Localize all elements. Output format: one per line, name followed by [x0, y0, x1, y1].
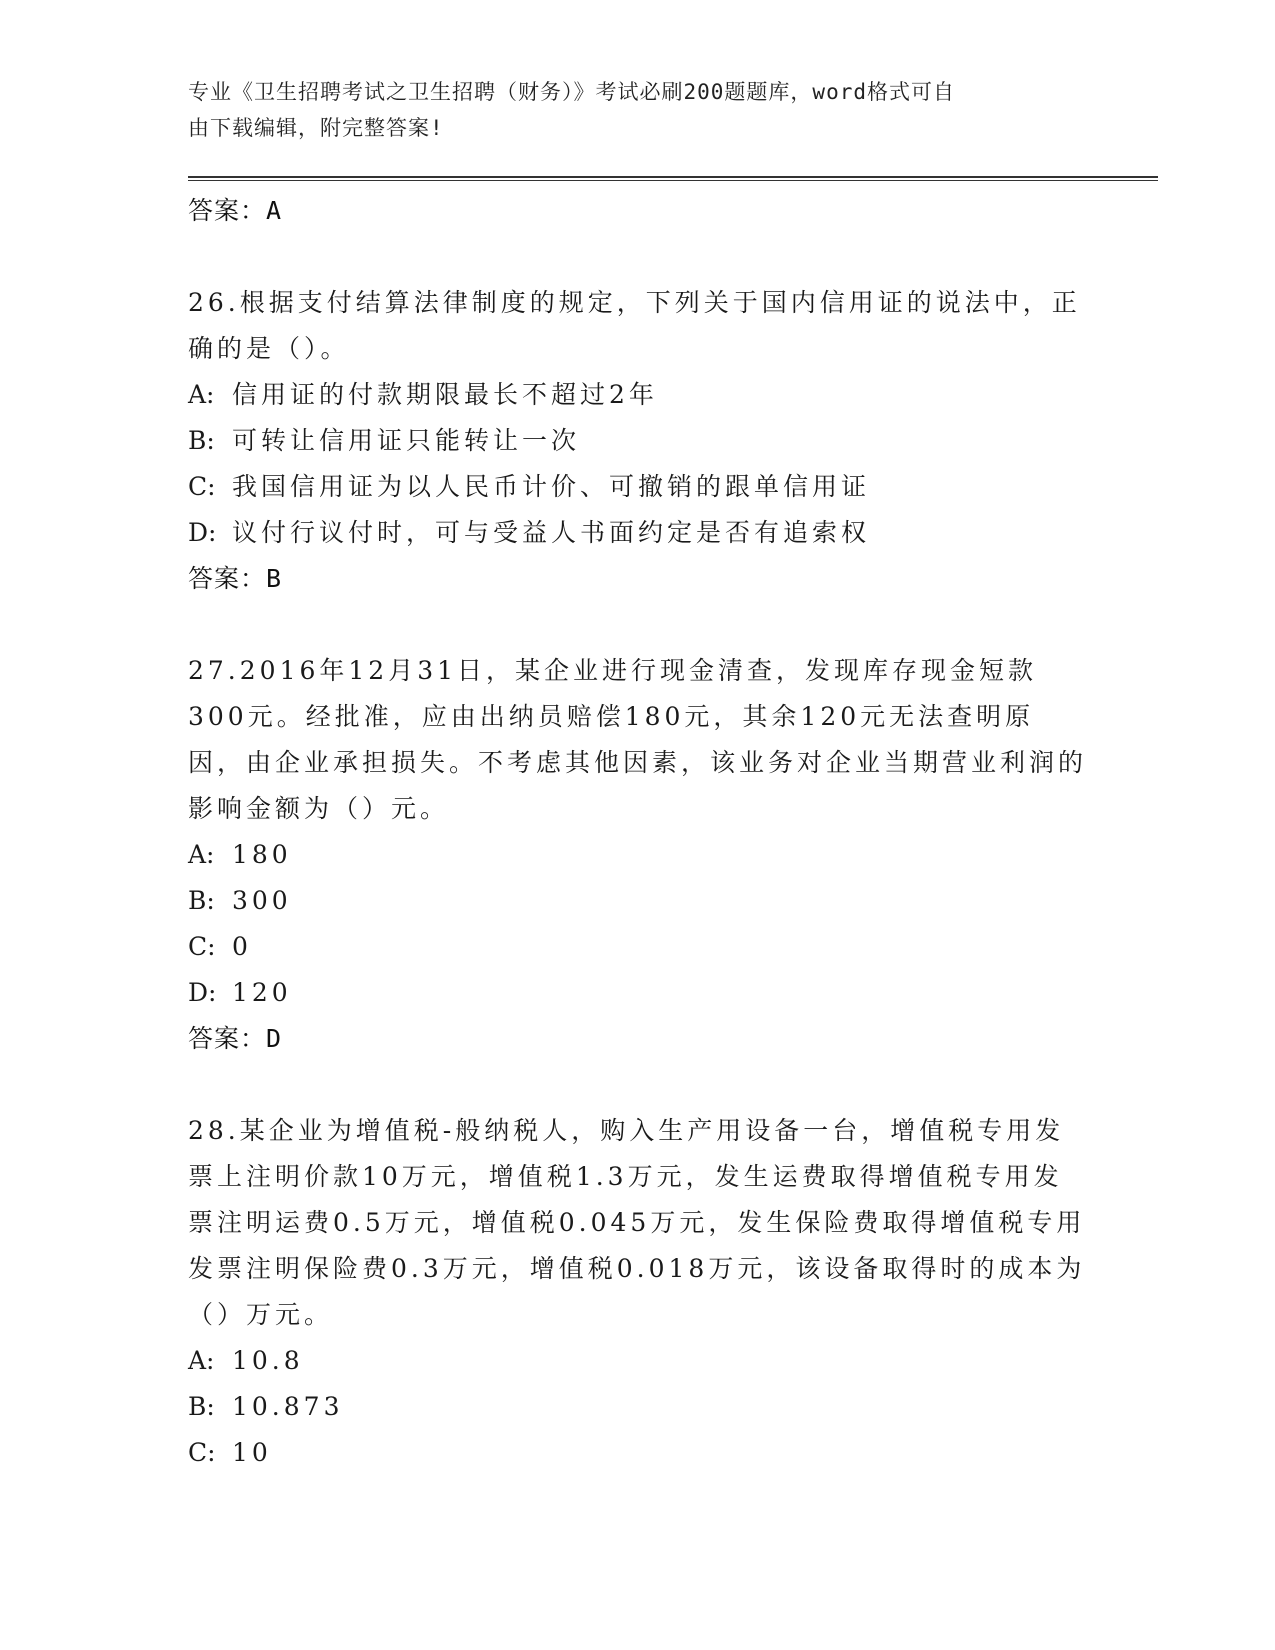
option-text: 120	[232, 978, 292, 1007]
option-text: 10.8	[232, 1346, 304, 1375]
option-letter: B:	[188, 426, 215, 455]
option-d	[188, 970, 1088, 1016]
option-text: 180	[232, 840, 292, 869]
option-text: 10	[232, 1438, 272, 1467]
option-letter: A:	[188, 380, 215, 409]
option-text: 议付行议付时，可与受益人书面约定是否有追索权	[232, 518, 871, 547]
header-line-1: 专业《卫生招聘考试之卫生招聘（财务）》考试必刷200题题库，word格式可自	[188, 80, 955, 104]
question-26	[188, 280, 1088, 602]
document-body	[188, 188, 1088, 1476]
option-letter: A:	[188, 840, 215, 869]
option-a	[188, 832, 1088, 878]
option-b	[188, 418, 1088, 464]
page-header	[188, 74, 1088, 146]
answer-line: 答案：A	[188, 196, 283, 225]
option-c	[188, 924, 1088, 970]
option-d	[188, 510, 1088, 556]
question-28	[188, 1108, 1088, 1476]
option-text: 300	[232, 886, 292, 915]
question-number: 28.	[188, 1116, 240, 1145]
question-stem: 根据支付结算法律制度的规定，下列关于国内信用证的说法中，正确的是（）。	[188, 288, 1081, 363]
question-number: 27.	[188, 656, 240, 685]
option-letter: B:	[188, 1392, 215, 1421]
option-letter: D:	[188, 978, 217, 1007]
option-text: 信用证的付款期限最长不超过2年	[232, 380, 658, 409]
option-letter: B:	[188, 886, 215, 915]
option-letter: D:	[188, 518, 217, 547]
question-number: 26.	[188, 288, 240, 317]
option-a	[188, 1338, 1088, 1384]
option-c	[188, 1430, 1088, 1476]
question-text	[188, 648, 1088, 832]
option-letter: A:	[188, 1346, 215, 1375]
option-text: 可转让信用证只能转让一次	[232, 426, 581, 455]
question-stem: 2016年12月31日，某企业进行现金清查，发现库存现金短款300元。经批准，应由出纳员赔偿180元，其余120元无法查明原因，由企业承担损失。不考虑其他因素，该业务对企业当期营业利润的影响金额为（）元。	[188, 656, 1088, 823]
question-text	[188, 1108, 1088, 1338]
option-letter: C:	[188, 472, 216, 501]
question-text	[188, 280, 1088, 372]
option-c	[188, 464, 1088, 510]
answer-line: 答案：B	[188, 564, 283, 593]
option-a	[188, 372, 1088, 418]
question-stem: 某企业为增值税-般纳税人，购入生产用设备一台，增值税专用发票上注明价款10万元，增值税1.3万元，发生运费取得增值税专用发票注明运费0.5万元，增值税0.045万元，发生保险费取得增值税专用发票注明保险费0.3万元，增值税0.018万元，该设备取得时的成本为（）万元。	[188, 1116, 1086, 1329]
option-b	[188, 1384, 1088, 1430]
answer-line: 答案：D	[188, 1024, 283, 1053]
question-27	[188, 648, 1088, 1062]
header-divider	[188, 176, 1158, 181]
option-letter: C:	[188, 1438, 216, 1467]
header-line-2: 由下载编辑，附完整答案!	[188, 116, 444, 140]
option-text: 0	[232, 932, 252, 961]
option-text: 10.873	[232, 1392, 344, 1421]
option-letter: C:	[188, 932, 216, 961]
option-b	[188, 878, 1088, 924]
option-text: 我国信用证为以人民币计价、可撤销的跟单信用证	[232, 472, 871, 501]
